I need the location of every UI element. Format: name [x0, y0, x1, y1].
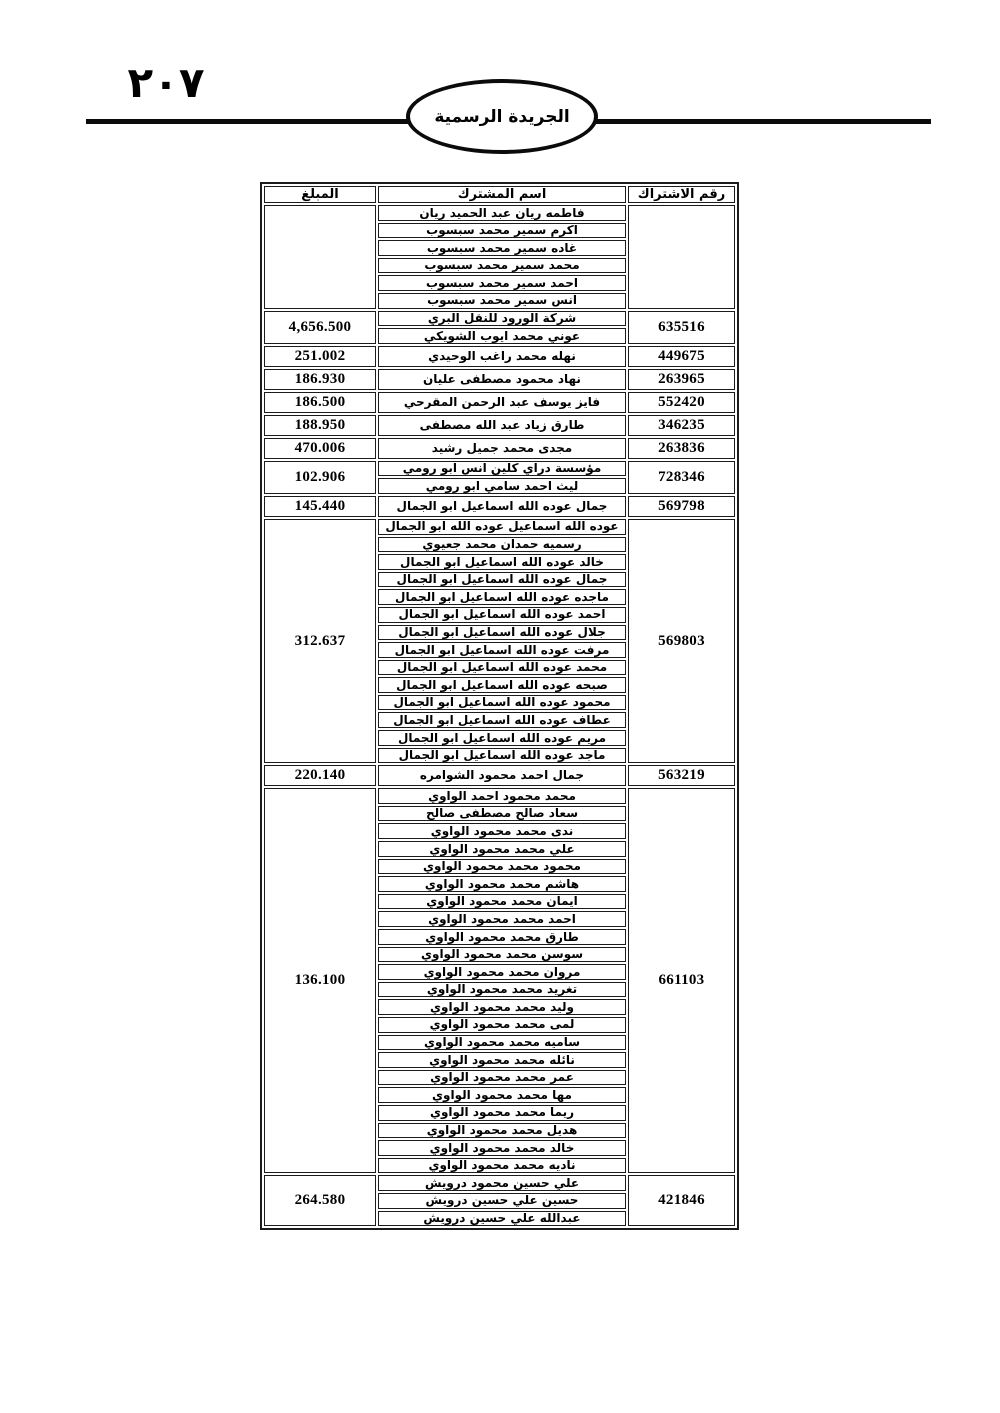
amount-cell: 220.140	[264, 765, 376, 786]
amount-cell	[264, 205, 376, 309]
subscriber-name-cell: ساميه محمد محمود الواوي	[378, 1035, 626, 1051]
subscription-number-cell: 635516	[628, 311, 735, 344]
subscriber-name-cell: جلال عوده الله اسماعيل ابو الجمال	[378, 625, 626, 641]
subscriber-name-cell: انس سمير محمد سبسوب	[378, 293, 626, 309]
subscriber-name-cell: رسميه حمدان محمد جعيوي	[378, 537, 626, 553]
subscriber-name-cell: نائله محمد محمود الواوي	[378, 1052, 626, 1068]
table-row	[264, 496, 735, 517]
subscriber-name-cell: فايز يوسف عبد الرحمن المقرحي	[378, 392, 626, 413]
subscriber-name-cell: محمد عوده الله اسماعيل ابو الجمال	[378, 660, 626, 676]
table-body	[264, 205, 735, 1226]
subscription-number-cell: 569798	[628, 496, 735, 517]
subscriber-name-cell: ليث احمد سامي ابو رومي	[378, 478, 626, 494]
subscriber-name-cell: احمد سمير محمد سبسوب	[378, 275, 626, 291]
subscriber-name-cell: نهاد محمود مصطفى عليان	[378, 369, 626, 390]
subscription-number-cell: 661103	[628, 788, 735, 1173]
subscription-number-cell: 552420	[628, 392, 735, 413]
amount-cell: 188.950	[264, 415, 376, 436]
subscriber-name-cell: محمد محمود احمد الواوي	[378, 788, 626, 804]
amount-cell: 136.100	[264, 788, 376, 1173]
subscriber-name-cell: محمود محمد محمود الواوي	[378, 859, 626, 875]
subscriber-name-cell: علي حسين محمود درويش	[378, 1175, 626, 1191]
subscription-number-cell: 569803	[628, 519, 735, 763]
subscriber-name-cell: ريما محمد محمود الواوي	[378, 1105, 626, 1121]
subscriber-name-cell: عوده الله اسماعيل عوده الله ابو الجمال	[378, 519, 626, 535]
subscriber-name-cell: مريم عوده الله اسماعيل ابو الجمال	[378, 730, 626, 746]
column-header-subscriber-name: اسم المشترك	[378, 186, 626, 203]
table-row	[264, 415, 735, 436]
subscriber-name-cell: جمال احمد محمود الشوامره	[378, 765, 626, 786]
table-row	[264, 311, 735, 327]
subscriber-name-cell: شركة الورود للنقل البري	[378, 311, 626, 327]
subscriber-name-cell: خالد عوده الله اسماعيل ابو الجمال	[378, 554, 626, 570]
column-header-subscription-number: رقم الاشتراك	[628, 186, 735, 203]
subscriber-name-cell: فاطمه ريان عبد الحميد ريان	[378, 205, 626, 221]
subscriber-name-cell: خالد محمد محمود الواوي	[378, 1140, 626, 1156]
table-row	[264, 765, 735, 786]
subscriber-name-cell: هديل محمد محمود الواوي	[378, 1123, 626, 1139]
subscription-number-cell: 263836	[628, 438, 735, 459]
subscriber-name-cell: هاشم محمد محمود الواوي	[378, 876, 626, 892]
page-number: ٢٠٧	[127, 58, 205, 107]
gazette-banner-ellipse	[406, 79, 598, 154]
subscribers-table	[260, 182, 739, 1230]
gazette-title: الجريدة الرسمية	[434, 106, 570, 127]
amount-cell: 186.500	[264, 392, 376, 413]
subscriber-name-cell: جمال عوده الله اسماعيل ابو الجمال	[378, 496, 626, 517]
subscriber-name-cell: محمود عوده الله اسماعيل ابو الجمال	[378, 695, 626, 711]
amount-cell: 186.930	[264, 369, 376, 390]
subscriber-name-cell: اكرم سمير محمد سبسوب	[378, 223, 626, 239]
subscriber-name-cell: احمد عوده الله اسماعيل ابو الجمال	[378, 607, 626, 623]
amount-cell: 4,656.500	[264, 311, 376, 344]
subscriber-name-cell: عمر محمد محمود الواوي	[378, 1070, 626, 1086]
subscriber-name-cell: سوسن محمد محمود الواوي	[378, 947, 626, 963]
subscriber-name-cell: جمال عوده الله اسماعيل ابو الجمال	[378, 572, 626, 588]
subscription-number-cell: 563219	[628, 765, 735, 786]
subscriber-name-cell: مجدى محمد جميل رشيد	[378, 438, 626, 459]
amount-cell: 251.002	[264, 346, 376, 367]
subscriber-name-cell: تغريد محمد محمود الواوي	[378, 982, 626, 998]
subscriber-name-cell: مرفت عوده الله اسماعيل ابو الجمال	[378, 642, 626, 658]
table-row	[264, 346, 735, 367]
subscriber-name-cell: صبحه عوده الله اسماعيل ابو الجمال	[378, 677, 626, 693]
subscription-number-cell	[628, 205, 735, 309]
amount-cell: 145.440	[264, 496, 376, 517]
table-row	[264, 392, 735, 413]
table-row	[264, 369, 735, 390]
subscription-number-cell: 728346	[628, 461, 735, 494]
table-row	[264, 519, 735, 535]
table-row	[264, 461, 735, 477]
subscriber-name-cell: عبدالله علي حسين درويش	[378, 1211, 626, 1227]
table-header	[264, 186, 735, 203]
table-header-row	[264, 186, 735, 203]
subscription-number-cell: 449675	[628, 346, 735, 367]
table-row	[264, 1175, 735, 1191]
subscriber-name-cell: لمى محمد محمود الواوي	[378, 1017, 626, 1033]
column-header-amount: المبلغ	[264, 186, 376, 203]
subscriber-name-cell: مها محمد محمود الواوي	[378, 1087, 626, 1103]
subscription-number-cell: 346235	[628, 415, 735, 436]
subscriber-name-cell: علي محمد محمود الواوي	[378, 841, 626, 857]
subscriber-name-cell: احمد محمد محمود الواوي	[378, 911, 626, 927]
amount-cell: 312.637	[264, 519, 376, 763]
subscriber-name-cell: محمد سمير محمد سبسوب	[378, 258, 626, 274]
subscriber-name-cell: عطاف عوده الله اسماعيل ابو الجمال	[378, 712, 626, 728]
amount-cell: 102.906	[264, 461, 376, 494]
subscriber-name-cell: ايمان محمد محمود الواوي	[378, 894, 626, 910]
subscriber-name-cell: ماجده عوده الله اسماعيل ابو الجمال	[378, 589, 626, 605]
subscriber-name-cell: ناديه محمد محمود الواوي	[378, 1158, 626, 1174]
subscriber-name-cell: مروان محمد محمود الواوي	[378, 964, 626, 980]
subscriber-name-cell: ندى محمد محمود الواوي	[378, 823, 626, 839]
subscription-number-cell: 263965	[628, 369, 735, 390]
subscriber-name-cell: وليد محمد محمود الواوي	[378, 999, 626, 1015]
subscriber-name-cell: نهله محمد راغب الوحيدي	[378, 346, 626, 367]
subscription-number-cell: 421846	[628, 1175, 735, 1226]
subscriber-name-cell: غاده سمير محمد سبسوب	[378, 240, 626, 256]
subscriber-name-cell: طارق زياد عبد الله مصطفى	[378, 415, 626, 436]
amount-cell: 470.006	[264, 438, 376, 459]
subscriber-name-cell: حسين علي حسين درويش	[378, 1193, 626, 1209]
table-row	[264, 788, 735, 804]
table-row	[264, 438, 735, 459]
subscriber-name-cell: عوني محمد ايوب الشويكي	[378, 328, 626, 344]
subscriber-name-cell: ماجد عوده الله اسماعيل ابو الجمال	[378, 748, 626, 764]
amount-cell: 264.580	[264, 1175, 376, 1226]
subscriber-name-cell: مؤسسة دراي كلين انس ابو رومي	[378, 461, 626, 477]
table-row	[264, 205, 735, 221]
subscriber-name-cell: سعاد صالح مصطفى صالح	[378, 806, 626, 822]
subscriber-name-cell: طارق محمد محمود الواوي	[378, 929, 626, 945]
